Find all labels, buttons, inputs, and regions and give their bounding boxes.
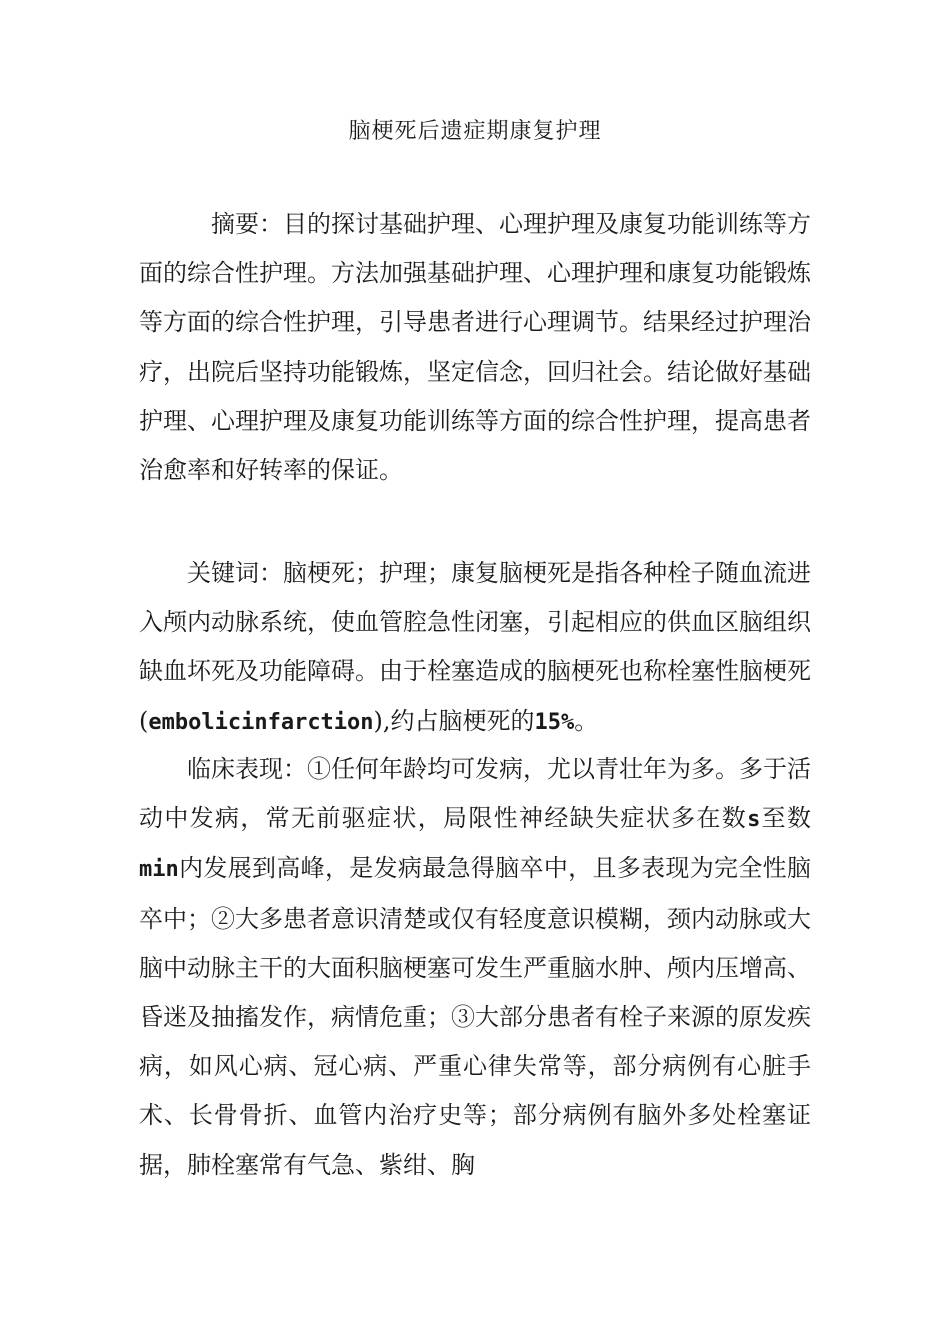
percentage-value: 15% bbox=[534, 709, 575, 735]
clinical-paragraph bbox=[139, 745, 811, 1190]
unit-seconds: s bbox=[747, 807, 761, 833]
clinical-text-3: 内发展到高峰，是发病最急得脑卒中，且多表现为完全性脑卒中；②大多患者意识清楚或仅有轻度意识模糊，颈内动脉或大脑中动脉主干的大面积脑梗塞可发生严重脑水肿、颅内压增高、昏迷及抽搐发作，病情危重；③大部分患者有栓子来源的原发疾病，如风心病、冠心病、严重心律失常等，部分病例有心脏手术、长骨骨折、血管内治疗史等；部分病例有脑外多处栓塞证据，肺栓塞常有气急、紫绀、胸 bbox=[139, 854, 811, 1179]
keywords-text: 关键词：脑梗死；护理；康复脑梗死是指各种栓子随血流进入颅内动脉系统，使血管腔急性闭塞，引起相应的供血区脑组织缺血坏死及功能障碍。由于栓塞造成的脑梗死也称栓塞性脑梗死( bbox=[139, 559, 811, 735]
clinical-text-2: 至数 bbox=[760, 804, 812, 833]
keywords-paragraph bbox=[139, 549, 811, 747]
english-term: embolicinfarction bbox=[148, 709, 374, 735]
clinical-text-1: 临床表现：①任何年龄均可发病，尤以青壮年为多。多于活动中发病，常无前驱症状，局限性神经缺失症状多在数 bbox=[139, 755, 811, 833]
keywords-text-middle: ),约占脑梗死的 bbox=[373, 706, 535, 735]
document-title: 脑梗死后遗症期康复护理 bbox=[348, 119, 602, 144]
unit-minutes: min bbox=[139, 857, 179, 883]
abstract-paragraph: 摘要：目的探讨基础护理、心理护理及康复功能训练等方面的综合性护理。方法加强基础护理、心理护理和康复功能锻炼等方面的综合性护理，引导患者进行心理调节。结果经过护理治疗，出院后坚持功能锻炼，坚定信念，回归社会。结论做好基础护理、心理护理及康复功能训练等方面的综合性护理，提高患者治愈率和好转率的保证。 bbox=[139, 210, 811, 485]
keywords-text-end: 。 bbox=[574, 706, 599, 735]
